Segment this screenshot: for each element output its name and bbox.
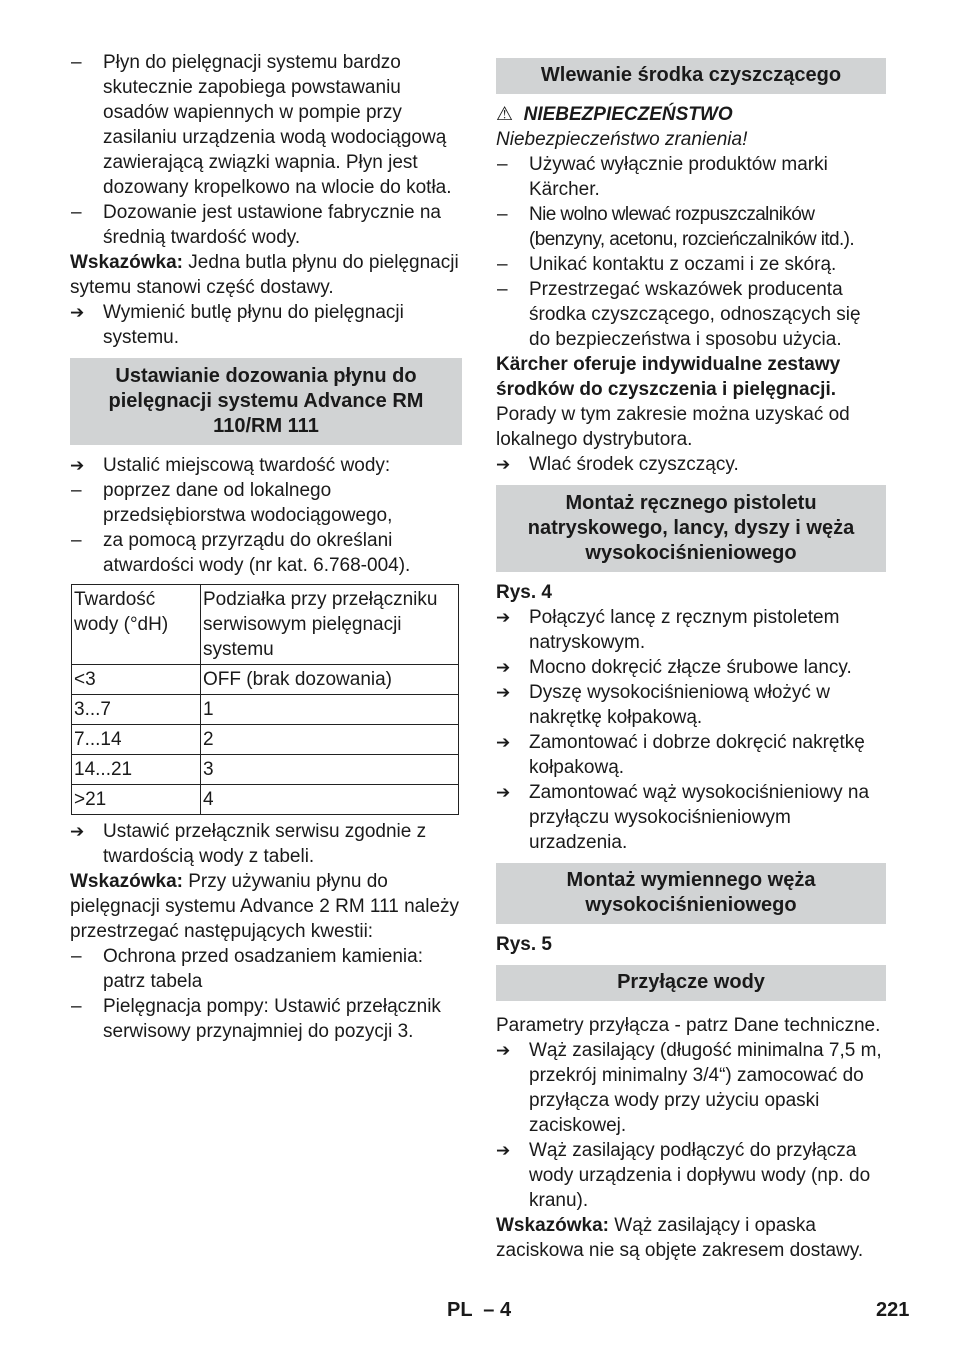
- arrow-icon: ➔: [70, 822, 85, 841]
- dash-marker: –: [71, 480, 82, 501]
- step-text: Mocno dokręcić złącze śrubowe lancy.: [529, 657, 852, 678]
- table-cell: <3: [72, 665, 201, 695]
- section-heading-water: Przyłącze wody: [496, 965, 886, 1001]
- step-text: Dyszę wysokociśnieniową włożyć w nakrętkę kołpakową.: [529, 682, 830, 728]
- table-cell: OFF (brak dozowania): [201, 665, 459, 695]
- step-text: Zamontować wąż wysokociśnieniowy na przyłączu wysokociśnieniowym urzadzenia.: [529, 782, 870, 853]
- dash-marker: –: [71, 202, 82, 223]
- list-item-text: Przestrzegać wskazówek producenta środka czyszczącego, odnoszących się do bezpieczeństwa i sposobu użycia.: [529, 279, 861, 350]
- list-item: [70, 944, 462, 994]
- note-text: Przy używaniu płynu do pielęgnacji systemu Advance 2 RM 111 należy przestrzegać następujących kwestii:: [70, 871, 460, 942]
- step-item: [496, 780, 886, 855]
- arrow-icon: ➔: [496, 683, 511, 702]
- step-item: [70, 453, 462, 478]
- danger-title-line: [496, 102, 886, 127]
- step-item: [496, 1138, 886, 1213]
- figure-reference: Rys. 5: [496, 934, 552, 955]
- list-item: [70, 200, 462, 250]
- figure-reference: Rys. 4: [496, 582, 552, 603]
- table-row: [72, 755, 459, 785]
- table-cell: 14...21: [72, 755, 201, 785]
- step-text: Wymienić butlę płynu do pielęgnacji systemu.: [103, 302, 404, 348]
- table-header-cell: Podziałka przy przełączniku serwisowym pielęgnacji systemu: [201, 585, 459, 665]
- arrow-icon: ➔: [496, 455, 511, 474]
- note-label: Wskazówka:: [70, 871, 183, 892]
- table-row: [72, 725, 459, 755]
- note-paragraph: [70, 250, 462, 300]
- list-item-text: Dozowanie jest ustawione fabrycznie na średnią twardość wody.: [103, 202, 441, 248]
- step-text: Zamontować i dobrze dokręcić nakrętkę kołpakową.: [529, 732, 865, 778]
- dash-marker: –: [497, 204, 508, 225]
- section-heading-hose: Montaż wymiennego węża wysokociśnieniowego: [496, 863, 886, 924]
- list-item-text: Płyn do pielęgnacji systemu bardzo skutecznie zapobiega powstawaniu osadów wapiennych w pompie przy zasilaniu urządzenia wodą wodociągową zawierającą związki wapnia. Płyn jest dozowany kropelkowo na wlocie do kotła.: [103, 52, 452, 198]
- page-number: 221: [876, 1299, 910, 1321]
- step-item: [496, 655, 886, 680]
- step-text: Ustawić przełącznik serwisu zgodnie z twardością wody z tabeli.: [103, 821, 427, 867]
- step-item: [70, 300, 462, 350]
- water-params: Parametry przyłącza - patrz Dane techniczne.: [496, 1015, 881, 1036]
- table-cell: 7...14: [72, 725, 201, 755]
- step-text: Ustalić miejscową twardość wody:: [103, 455, 391, 476]
- list-item: [496, 202, 886, 252]
- step-item: [496, 730, 886, 780]
- dash-marker: –: [497, 154, 508, 175]
- list-item-text: poprzez dane od lokalnego przedsiębiorstwa wodociągowego,: [103, 480, 393, 526]
- list-item-text: Pielęgnacja pompy: Ustawić przełącznik serwisowy przynajmniej do pozycji 3.: [103, 996, 441, 1042]
- hardness-table: [71, 584, 459, 815]
- danger-text: Niebezpieczeństwo zranienia!: [496, 129, 748, 150]
- note-label: Wskazówka:: [70, 252, 183, 273]
- arrow-icon: ➔: [496, 608, 511, 627]
- page-label: PL – 4: [447, 1299, 512, 1321]
- table-cell: 3...7: [72, 695, 201, 725]
- table-row: [72, 695, 459, 725]
- list-item-text: za pomocą przyrządu do określani atwardości wody (nr kat. 6.768-004).: [103, 530, 411, 576]
- arrow-icon: ➔: [496, 1141, 511, 1160]
- table-cell: 1: [201, 695, 459, 725]
- table-row: [72, 785, 459, 815]
- step-text: Wąż zasilający podłączyć do przyłącza wody urządzenia i dopływu wody (np. do kranu).: [529, 1140, 871, 1211]
- list-item-text: Nie wolno wlewać rozpuszczalników (benzyny, acetonu, rozcieńczalników itd.).: [529, 204, 855, 250]
- right-column: [496, 52, 886, 1263]
- list-item-text: Używać wyłącznie produktów marki Kärcher.: [529, 154, 828, 200]
- note-text: Wąż zasilający i opaska zaciskowa nie są objęte zakresem dostawy.: [496, 1215, 864, 1261]
- list-item: [70, 478, 462, 528]
- step-item: [496, 680, 886, 730]
- note-label: Wskazówka:: [496, 1215, 609, 1236]
- offer-bold-text: [496, 352, 886, 402]
- step-item: [496, 1038, 886, 1138]
- note-paragraph: [496, 1213, 886, 1263]
- section-heading-dosing: Ustawianie dozowania płynu do pielęgnacji systemu Advance RM 110/RM 111: [70, 358, 462, 445]
- dash-marker: –: [71, 530, 82, 551]
- list-item: [496, 277, 886, 352]
- table-cell: 2: [201, 725, 459, 755]
- list-item-text: Ochrona przed osadzaniem kamienia: patrz tabela: [103, 946, 424, 992]
- dash-marker: –: [497, 279, 508, 300]
- list-item: [496, 152, 886, 202]
- note-text: Jedna butla płynu do pielęgnacji sytemu stanowi część dostawy.: [70, 252, 459, 298]
- step-text: Połączyć lancę z ręcznym pistoletem natryskowym.: [529, 607, 840, 653]
- step-item: [70, 819, 462, 869]
- note-paragraph: [70, 869, 462, 944]
- arrow-icon: ➔: [496, 1041, 511, 1060]
- table-header-cell: Twardość wody (°dH): [72, 585, 201, 665]
- arrow-icon: ➔: [496, 783, 511, 802]
- list-item-text: Unikać kontaktu z oczami i ze skórą.: [529, 254, 837, 275]
- arrow-icon: ➔: [70, 303, 85, 322]
- table-cell: 4: [201, 785, 459, 815]
- dash-marker: –: [71, 996, 82, 1017]
- list-item: [70, 994, 462, 1044]
- table-row: [72, 665, 459, 695]
- table-header-row: [72, 585, 459, 665]
- list-item: [70, 528, 462, 578]
- step-item: [496, 605, 886, 655]
- offer-text: Porady w tym zakresie można uzyskać od lokalnego dystrybutora.: [496, 404, 850, 450]
- step-text: Wąż zasilający (długość minimalna 7,5 m, przekrój minimalny 3/4“) zamocować do przyłącza wody przy użyciu opaski zaciskowej.: [529, 1040, 882, 1136]
- dash-marker: –: [497, 254, 508, 275]
- step-text: Wlać środek czyszczący.: [529, 454, 739, 475]
- arrow-icon: ➔: [496, 658, 511, 677]
- left-column: [70, 50, 462, 1044]
- danger-title: NIEBEZPIECZEŃSTWO: [523, 104, 733, 125]
- danger-block: [496, 102, 886, 152]
- arrow-icon: ➔: [496, 733, 511, 752]
- dash-marker: –: [71, 946, 82, 967]
- section-heading-gun: Montaż ręcznego pistoletu natryskowego, lancy, dyszy i węża wysokociśnieniowego: [496, 485, 886, 572]
- offer-bold: Kärcher oferuje indywidualne zestawy środków do czyszczenia i pielęgnacji.: [496, 354, 841, 400]
- arrow-icon: ➔: [70, 456, 85, 475]
- list-item: [70, 50, 462, 200]
- table-cell: 3: [201, 755, 459, 785]
- dash-marker: –: [71, 52, 82, 73]
- warning-icon: ⚠: [496, 104, 514, 125]
- list-item: [496, 252, 886, 277]
- section-heading-detergent: Wlewanie środka czyszczącego: [496, 58, 886, 94]
- table-cell: >21: [72, 785, 201, 815]
- step-item: [496, 452, 886, 477]
